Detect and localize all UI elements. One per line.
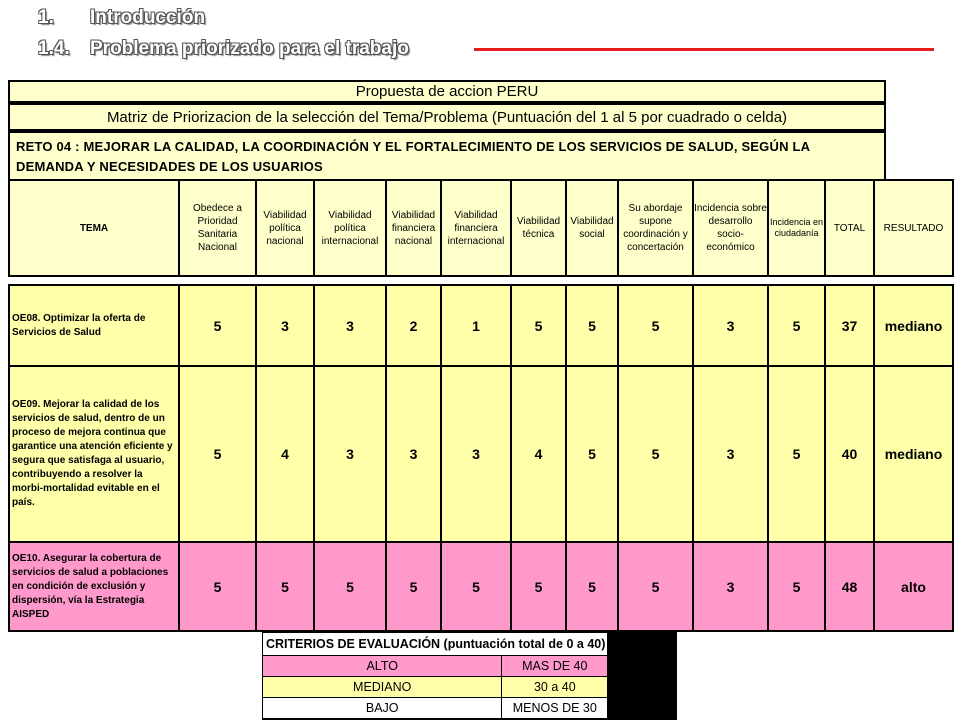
- score-cell: 5: [386, 542, 441, 631]
- criteria-level: ALTO: [263, 656, 502, 677]
- column-header-financiera-internacional: Viabilidad financiera internacional: [441, 180, 511, 276]
- score-cell: 5: [179, 542, 256, 631]
- score-cell: 5: [566, 542, 618, 631]
- matrix-header: [8, 179, 954, 277]
- column-header-social: Viabilidad social: [566, 180, 618, 276]
- score-cell: 5: [566, 366, 618, 542]
- score-cell: 5: [618, 285, 693, 366]
- matrix-body: [8, 284, 954, 632]
- section-heading: [38, 7, 205, 29]
- section-number: 1.: [38, 7, 54, 28]
- column-header-tema: TEMA: [9, 180, 179, 276]
- row-tema: OE10. Asegurar la cobertura de servicios de salud a poblaciones en condición de exclusión y dispersión, vía la Estrategia AISPED: [9, 542, 179, 631]
- criteria-level: BAJO: [263, 698, 502, 719]
- criteria-title: CRITERIOS DE EVALUACIÓN (puntuación total de 0 a 40): [263, 633, 608, 656]
- score-cell: 5: [179, 366, 256, 542]
- subsection-number: 1.4.: [38, 38, 70, 59]
- score-cell: 5: [566, 285, 618, 366]
- score-cell: 5: [618, 542, 693, 631]
- subsection-heading: [38, 38, 409, 60]
- criteria-range: 30 a 40: [502, 677, 608, 698]
- score-cell: 5: [511, 285, 566, 366]
- score-cell: 5: [256, 542, 314, 631]
- score-cell: 2: [386, 285, 441, 366]
- score-cell: 5: [768, 366, 825, 542]
- score-cell: 5: [511, 542, 566, 631]
- score-cell: 3: [693, 542, 768, 631]
- section-title: Introducción: [90, 7, 206, 28]
- score-cell: 5: [441, 542, 511, 631]
- row-tema: OE09. Mejorar la calidad de los servicios de salud, dentro de un proceso de mejora continua que garantice una atención eficiente y segura que satisfaga al usuario, contribuyendo a resolver la morbi-mortalidad evitable en el país.: [9, 366, 179, 542]
- table-row: [9, 366, 953, 542]
- total-cell: 40: [825, 366, 874, 542]
- criteria-level: MEDIANO: [263, 677, 502, 698]
- criteria-blank: [608, 633, 677, 656]
- criteria-blank: [608, 656, 677, 677]
- criteria-row: [263, 698, 677, 719]
- score-cell: 3: [386, 366, 441, 542]
- row-tema: OE08. Optimizar la oferta de Servicios de Salud: [9, 285, 179, 366]
- criteria-row: [263, 677, 677, 698]
- result-cell: alto: [874, 542, 953, 631]
- criteria-table: [262, 632, 677, 719]
- column-header-total: TOTAL: [825, 180, 874, 276]
- table-row: [9, 542, 953, 631]
- criteria-blank: [608, 677, 677, 698]
- column-header-coordinacion: Su abordaje supone coordinación y concertación: [618, 180, 693, 276]
- column-header-politica-internacional: Viabilidad política internacional: [314, 180, 386, 276]
- column-header-tecnica: Viabilidad técnica: [511, 180, 566, 276]
- criteria-range: MENOS DE 30: [502, 698, 608, 719]
- proposal-title: Propuesta de accion PERU: [8, 80, 886, 103]
- criteria-blank: [608, 698, 677, 719]
- challenge-statement: RETO 04 : MEJORAR LA CALIDAD, LA COORDINACIÓN Y EL FORTALECIMIENTO DE LOS SERVICIOS DE SALUD, SEGÚN LA DEMANDA Y NECESIDADES DE LOS USUARIOS: [8, 131, 886, 181]
- score-cell: 3: [256, 285, 314, 366]
- column-header-desarrollo: Incidencia sobre desarrollo socio-económico: [693, 180, 768, 276]
- score-cell: 3: [314, 285, 386, 366]
- column-header-politica-nacional: Viabilidad política nacional: [256, 180, 314, 276]
- score-cell: 5: [618, 366, 693, 542]
- column-header-prioridad: Obedece a Prioridad Sanitaria Nacional: [179, 180, 256, 276]
- total-cell: 37: [825, 285, 874, 366]
- column-header-financiera-nacional: Viabilidad financiera nacional: [386, 180, 441, 276]
- evaluation-criteria: [262, 632, 677, 720]
- score-cell: 4: [256, 366, 314, 542]
- result-cell: mediano: [874, 366, 953, 542]
- score-cell: 3: [441, 366, 511, 542]
- score-cell: 3: [693, 285, 768, 366]
- table-row: [9, 285, 953, 366]
- criteria-row: [263, 656, 677, 677]
- score-cell: 3: [693, 366, 768, 542]
- score-cell: 5: [768, 542, 825, 631]
- column-header-resultado: RESULTADO: [874, 180, 953, 276]
- subsection-title: Problema priorizado para el trabajo: [90, 38, 409, 59]
- result-cell: mediano: [874, 285, 953, 366]
- score-cell: 5: [768, 285, 825, 366]
- score-cell: 1: [441, 285, 511, 366]
- heading-underline: [474, 48, 934, 51]
- total-cell: 48: [825, 542, 874, 631]
- criteria-range: MAS DE 40: [502, 656, 608, 677]
- matrix-subtitle: Matriz de Priorizacion de la selección del Tema/Problema (Puntuación del 1 al 5 por cuadrado o celda): [8, 103, 886, 131]
- score-cell: 5: [179, 285, 256, 366]
- score-cell: 5: [314, 542, 386, 631]
- score-cell: 3: [314, 366, 386, 542]
- score-cell: 4: [511, 366, 566, 542]
- column-header-ciudadania: Incidencia en ciudadanía: [768, 180, 825, 276]
